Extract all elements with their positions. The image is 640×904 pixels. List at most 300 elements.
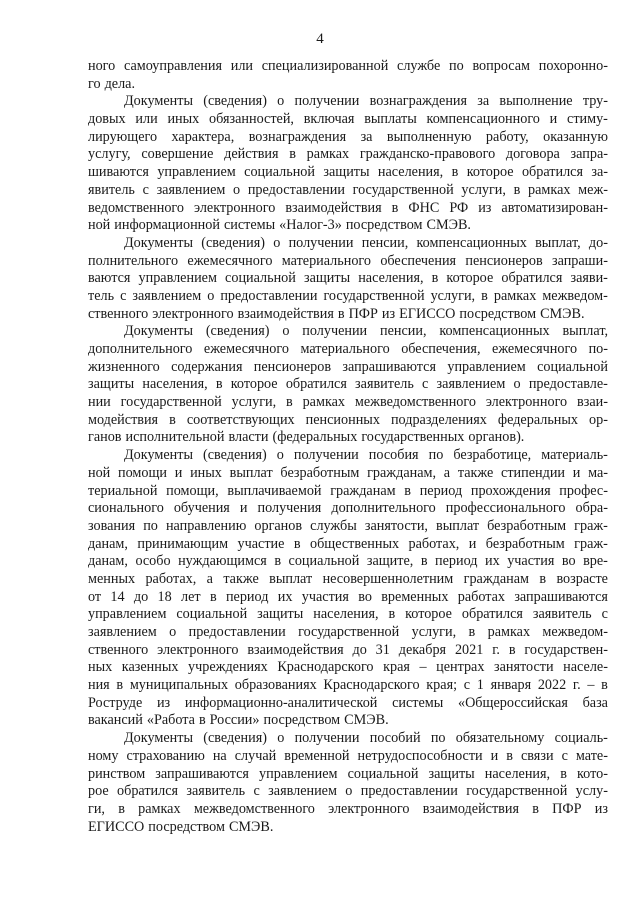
word: социальной [537,358,608,375]
word: посредством [263,712,341,729]
word: услугу, [88,146,131,163]
text-line [88,819,608,837]
word: а [443,464,451,481]
word: с [253,783,260,800]
word: обязанностей, [209,111,294,128]
word: профессионального [445,500,566,517]
text-line [88,58,608,76]
word: рое [88,783,109,800]
word: органов [254,517,303,534]
word: безработным [485,535,565,552]
word: лет [181,588,201,605]
word: ПФР [348,305,378,322]
word: взаимодействия [247,641,344,658]
text-line [88,429,608,447]
word: возрасте [556,570,608,587]
word: вопросам [472,58,531,74]
word: России» [209,712,260,729]
page-number: 4 [316,31,324,47]
word: управлением [138,270,217,287]
word: в [431,270,439,287]
word: о [277,730,285,747]
word: социальной [288,553,360,570]
word: по [430,730,446,747]
word: нетрудоспособности [357,747,483,764]
word: 14 [110,588,125,605]
text-line [88,341,608,359]
word: кото- [577,765,608,782]
word: иных [167,111,200,128]
word: безработным [487,517,567,534]
word: компенсационных [416,234,527,251]
word: в [215,376,223,393]
word: го [88,75,101,92]
word: пенсионеров [465,252,543,269]
word: социальной [244,164,315,181]
word: из [478,199,492,216]
word: материаль- [541,447,608,464]
word: страхованию [126,747,205,764]
word: в [388,606,396,623]
word: участия [507,553,555,570]
word: ного [88,58,116,74]
word: с [463,677,471,694]
word: (сведения) [205,323,270,340]
text-line [88,465,608,483]
word: занятости [494,659,554,676]
word: Краснодарского [323,677,420,694]
text-line [88,783,608,801]
word: ному [88,747,119,764]
word: по [143,517,158,534]
word: нуждающимся [178,553,267,570]
word: также [457,464,494,481]
text-line [88,766,608,784]
text-line [88,606,608,624]
word: довых [88,111,126,128]
text-line [88,93,608,111]
text-line [88,712,608,730]
word: выплат, [535,234,581,251]
word: дополнительного [88,341,193,357]
word: выплат [229,464,273,481]
word: ных [88,659,113,676]
word: обратился [117,783,179,800]
word: управлением [259,765,338,782]
word: заявлением [268,783,337,800]
word: работах, [145,570,197,587]
word: гражданам [330,482,396,499]
word: обязательному [455,730,545,747]
text-line [88,412,608,430]
text-line [88,483,608,501]
word: самоуправления [124,58,222,74]
word: и [572,464,581,481]
word: запра- [570,146,608,163]
word: информационной [114,217,220,234]
word: органов). [468,429,525,446]
text-line [88,748,608,766]
word: Документы [124,447,193,464]
word: период [225,588,269,605]
word: пенсии, [379,323,427,340]
word: муниципальных [129,677,229,694]
word: период [419,482,463,499]
word: управлением [447,358,526,375]
word: в [560,765,567,782]
word: также [223,570,259,587]
word: рамках [138,800,181,817]
word: прохождения [470,482,551,499]
word: о [277,93,285,110]
text-line [88,270,608,288]
word: населения, [484,765,551,782]
word: в [118,800,125,817]
word: полнительного [88,252,179,269]
word: и [490,747,499,764]
word: с [601,606,608,623]
word: пенсионных [305,411,380,428]
word: вакансий [88,712,143,729]
word: их [485,553,500,570]
text-line [88,659,608,677]
word: ФНС [408,199,440,216]
word: в [286,394,293,411]
word: электронного [152,305,234,322]
word: о [273,234,281,251]
word: в [404,482,411,499]
word: Документы [124,234,193,251]
word: териальной [88,482,158,499]
word: СМЭВ. [344,712,389,729]
word: электронного [194,199,276,216]
word: менных [88,570,136,587]
word: образованиях [234,677,317,694]
word: – [587,677,595,694]
word: социаль- [554,730,608,747]
word: в [532,800,539,817]
word: заявитель [186,783,246,800]
word: социальной [176,606,248,623]
word: обучения [173,500,230,517]
text-line [88,730,608,748]
word: выплачиваемой [227,482,322,499]
word: ственного [88,641,149,658]
word: заявлением [436,376,506,393]
word: явитель [88,181,135,198]
word: пенсионеров [253,358,332,375]
word: о [233,181,241,198]
word: дела. [104,75,136,92]
word: управлением [88,606,167,623]
word: государственной [466,783,568,800]
word: СМЭВ. [540,305,585,322]
word: ваются [88,270,131,287]
word: шиваются [88,164,149,181]
word: помощи [118,464,168,481]
text-line [88,146,608,164]
word: услуги, [231,394,277,411]
word: обратился [461,606,523,623]
word: 2022 [537,677,567,694]
word: населения, [358,270,424,287]
word: выплат [436,517,480,534]
text-line [88,76,608,94]
word: зования [88,517,136,534]
word: заявлением [132,287,202,304]
word: заявлением [88,624,157,640]
word: выполнение [499,93,573,110]
word: государственной [298,624,400,640]
text-line [88,589,608,607]
word: данам, [88,553,128,570]
word: ЕГИССО [399,305,456,322]
text-line [88,376,608,394]
word: предоставлении [247,181,345,198]
word: за- [591,164,608,181]
word: получении [294,93,360,110]
word: в [506,747,513,764]
word: населения, [377,164,444,181]
word: рамках [528,181,571,198]
word: база [582,694,608,711]
word: электронного [328,800,410,817]
word: в [601,677,608,694]
word: меж- [578,181,608,198]
word: информационно-аналитической [184,694,378,711]
text-line [88,323,608,341]
word: ма- [588,464,608,481]
word: ния [88,677,110,694]
word: автоматизирован- [501,199,608,216]
word: межведом- [542,287,608,304]
word: лирующего [88,128,158,145]
text-line [88,801,608,819]
text-line [88,624,608,642]
word: направлению [165,517,247,534]
word: рамках [302,394,346,411]
word: ведомственного [88,199,184,216]
word: о [276,447,284,464]
document-body [88,58,608,836]
word: предоставле- [528,376,608,393]
word: защиты [323,164,370,181]
word: ги, [88,800,105,817]
word: пособий [369,730,421,747]
word: с [422,376,429,393]
word: (федеральных [272,429,358,446]
word: помощи, [166,482,219,499]
word: тру- [582,93,608,110]
word: и [549,111,558,128]
word: электронного [157,641,239,658]
word: рамках [487,624,531,640]
word: исполнительной [125,429,225,446]
word: стиму- [567,111,608,128]
word: федеральных [497,411,579,428]
word: выплат [269,570,313,587]
text-line [88,253,608,271]
word: в [391,199,399,216]
word: до [133,588,149,605]
word: услу- [575,783,608,800]
word: на [212,747,227,764]
word: запрашиваются [155,765,249,782]
word: или [135,111,158,128]
word: вознаграждения [248,128,347,145]
word: жизненного [88,358,160,375]
word: которое [230,376,278,393]
word: посредством [459,305,537,322]
word: компенсационного [426,111,540,128]
word: системы [223,217,276,234]
word: а [206,570,213,587]
word: ПФР [552,800,582,817]
word: за [477,93,490,110]
word: период [435,553,478,570]
word: защите, [366,553,414,570]
word: работу, [485,128,529,145]
word: в [508,641,516,658]
word: ственного [88,305,149,322]
word: вре- [583,553,608,570]
text-line [88,129,608,147]
word: похоронно- [538,58,608,74]
word: 2021 [454,641,484,658]
word: казенных [121,659,179,676]
word: управлением [157,164,236,181]
word: СМЭВ. [228,818,274,835]
word: во [358,588,372,605]
word: с [120,287,127,304]
word: гражданам, [367,464,437,481]
word: ринством [88,765,146,782]
word: тель [88,287,115,304]
word: населения, [142,376,208,393]
word: выплат, [562,323,608,340]
word: в [468,624,476,640]
text-line [88,447,608,465]
word: и [468,535,477,552]
word: с [142,181,149,198]
word: действия [224,146,279,163]
word: компенсационных [439,323,550,340]
word: предоставлении [188,624,286,640]
word: 18 [157,588,172,605]
word: с [561,747,568,764]
word: края [383,659,410,676]
word: службы [310,517,357,534]
word: населе- [563,659,608,676]
word: власти [228,429,269,446]
word: межведомственного [193,800,315,817]
word: участия [301,588,349,605]
word: – [419,659,427,676]
word: центрах [436,659,485,676]
word: в [513,181,521,198]
word: о [345,783,353,800]
word: о [513,376,521,393]
word: договора [505,146,560,163]
word: социальной [347,765,419,782]
word: населения, [313,606,379,623]
text-line [88,571,608,589]
word: модействия [88,411,159,428]
word: обеспечения [380,252,457,269]
word: заявитель [355,376,414,393]
word: Документы [124,93,193,110]
word: в [451,164,459,181]
word: января [490,677,532,694]
word: предоставлении [220,287,318,304]
word: связи [521,747,554,764]
word: в [198,712,206,729]
word: службе [397,58,441,74]
word: межведомственного [354,394,476,411]
word: вознаграждения [369,93,468,110]
word: ежемесячного [203,341,289,357]
word: защиты [428,765,475,782]
word: их [277,588,293,605]
word: получении [288,234,354,251]
word: мате- [575,747,608,764]
word: данам, [88,535,128,552]
word: сионального [88,500,164,517]
word: в [539,570,547,587]
word: защиты [303,270,351,287]
word: о [207,287,215,304]
word: получении [294,730,360,747]
word: содержания [171,358,243,375]
word: материального [300,341,390,357]
word: взаимодействия [285,199,382,216]
text-line [88,200,608,218]
word: безработице, [453,447,532,464]
word: 1 [476,677,484,694]
word: нии [88,394,111,411]
text-line [88,164,608,182]
word: СМЭВ. [426,217,471,234]
word: Документы [124,323,193,340]
word: обра- [575,500,608,517]
word: временных [381,588,449,605]
word: 31 [375,641,390,658]
word: взаимодействия [422,800,519,817]
word: межведом- [542,624,608,640]
text-line [88,288,608,306]
word: временной [284,747,350,764]
word: в [209,588,217,605]
word: РФ [449,199,469,216]
word: рамках [493,287,537,304]
word: гражданско-правового [359,146,496,163]
word: государственных [361,429,465,446]
word: в [289,146,296,163]
text-line [88,394,608,412]
word: пособия [368,447,419,464]
word: работах [457,588,506,605]
word: работах, [408,535,460,552]
word: обеспечения, [401,341,481,357]
text-line [88,642,608,660]
word: пенсии, [361,234,409,251]
word: (сведения) [203,93,267,110]
word: от [88,588,102,605]
word: края; [426,677,458,694]
text-line [88,677,608,695]
word: безработным [280,464,360,481]
word: заявитель [532,606,592,623]
